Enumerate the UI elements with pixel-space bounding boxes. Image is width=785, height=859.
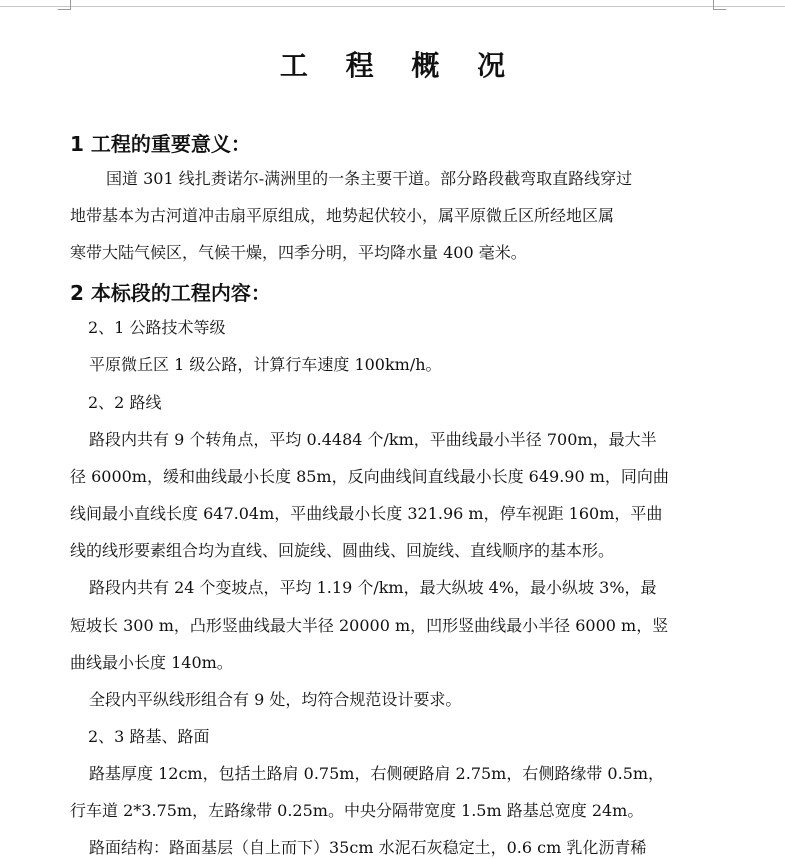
page-top-border [0,6,785,7]
paragraph-line: 线的线形要素组合均为直线、回旋线、圆曲线、回旋线、直线顺序的基本形。 [70,541,615,560]
paragraph-line: 路基厚度 12cm，包括土路肩 0.75m，右侧硬路肩 2.75m，右侧路缘带 0.5m， [89,764,665,783]
paragraph-line: 寒带大陆气候区，气候干燥，四季分明，平均降水量 400 毫米。 [70,243,527,262]
paragraph-line: 全段内平纵线形组合有 9 处，均符合规范设计要求。 [89,690,462,709]
paragraph-line: 行车道 2*3.75m，左路缘带 0.25m。中央分隔带宽度 1.5m 路基总宽度 24m。 [70,801,644,820]
paragraph-line: 路面结构：路面基层（自上而下）35cm 水泥石灰稳定土，0.6 cm 乳化沥青稀 [89,838,647,857]
subsection-heading: 2、2 路线 [88,393,162,412]
paragraph-line: 国道 301 线扎赉诺尔-满洲里的一条主要干道。部分路段截弯取直路线穿过 [106,169,633,188]
section-heading-1: 1 工程的重要意义： [70,132,251,156]
paragraph-line: 曲线最小长度 140m。 [70,653,233,672]
subsection-heading: 2、1 公路技术等级 [88,318,226,337]
document-title: 工 程 概 况 [279,49,520,82]
paragraph-line: 平原微丘区 1 级公路，计算行车速度 100km/h。 [89,355,442,374]
margin-corner-mark-left-h [58,9,71,10]
paragraph-line: 短坡长 300 m，凸形竖曲线最大半径 20000 m，凹形竖曲线最小半径 6000 m，竖 [70,616,669,635]
paragraph-line: 径 6000m，缓和曲线最小长度 85m，反向曲线间直线最小长度 649.90 m，同向曲 [70,467,669,486]
margin-corner-mark-right-h [713,9,726,10]
paragraph-line: 路段内共有 9 个转角点，平均 0.4484 个/km，平曲线最小半径 700m，最大半 [89,430,657,449]
paragraph-line: 线间最小直线长度 647.04m，平曲线最小长度 321.96 m，停车视距 160m，平曲 [70,504,663,523]
paragraph-line: 地带基本为古河道冲击扇平原组成，地势起伏较小，属平原微丘区所经地区属 [70,206,615,225]
subsection-heading: 2、3 路基、路面 [88,727,210,746]
paragraph-line: 路段内共有 24 个变坡点，平均 1.19 个/km，最大纵坡 4%，最小纵坡 3%，最 [89,578,657,597]
section-heading-2: 2 本标段的工程内容： [70,281,271,305]
